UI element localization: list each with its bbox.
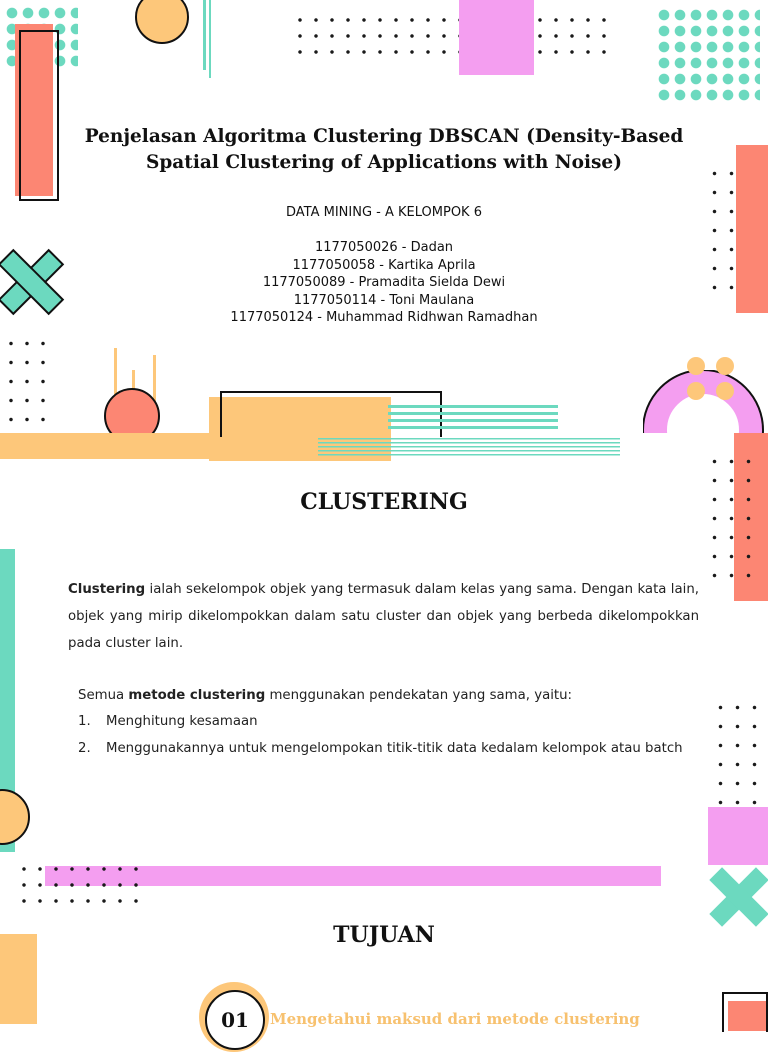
dot-grid-right-2 (706, 452, 758, 580)
intro-prefix: Semua (78, 688, 129, 703)
methods-intro (78, 684, 698, 708)
clustering-definition (68, 576, 699, 657)
member-item: 1177050114 - Toni Maulana (293, 292, 475, 308)
peach-dot-2 (716, 357, 734, 375)
member-item: 1177050124 - Muhammad Ridhwan Ramadhan (230, 310, 538, 325)
teal-line-1 (203, 0, 206, 70)
goal-number: 01 (221, 1008, 249, 1032)
peach-dot-1 (687, 357, 705, 375)
member-list (0, 239, 768, 327)
pink-rect-right (708, 807, 768, 865)
member-item: 1177050026 - Dadan (314, 240, 454, 255)
section-heading-tujuan: TUJUAN (333, 922, 435, 948)
pink-arch (643, 370, 768, 433)
pink-rect-top (459, 0, 534, 75)
outline-rect-top-left (19, 30, 59, 201)
peach-circle-left (0, 789, 30, 845)
teal-stripes-1 (388, 405, 558, 429)
teal-stripes-2 (318, 438, 620, 456)
dot-grid-left (3, 334, 47, 430)
teal-line-2 (209, 0, 211, 78)
list-item (78, 735, 699, 789)
intro-suffix: menggunakan pendekatan yang sama, yaitu: (265, 688, 573, 703)
course-subtitle: DATA MINING - A KELOMPOK 6 (286, 205, 482, 220)
definition-term: Clustering (68, 582, 146, 597)
member-item: 1177050089 - Pramadita Sielda Dewi (262, 275, 506, 290)
section-heading-clustering: CLUSTERING (300, 489, 468, 515)
dot-grid-bottom-left (16, 861, 144, 907)
intro-bold: metode clustering (128, 688, 266, 703)
outline-rect-bottom-right (722, 992, 768, 1032)
member-item: 1177050058 - Kartika Aprila (292, 257, 476, 273)
list-number: 1. (78, 714, 91, 729)
peach-dot-4 (716, 382, 734, 400)
goal-text: Mengetahui maksud dari metode clustering (270, 1010, 640, 1028)
definition-text: ialah sekelompok objek yang termasuk dalam kelas yang sama. Dengan kata lain, objek yang mirip dikelompokkan dalam satu cluster dan objek yang berbeda dikelompokkan pada cluster lain. (68, 582, 699, 651)
peach-dot-3 (687, 382, 705, 400)
dot-grid-top (292, 12, 612, 60)
page-title: Penjelasan Algoritma Clustering DBSCAN (Density-Based Spatial Clustering of Applications with Noise) (84, 126, 684, 173)
list-item (78, 708, 699, 735)
teal-dots-top-right (656, 7, 760, 103)
list-number: 2. (78, 741, 91, 756)
list-text: Menggunakannya untuk mengelompokan titik-titik data kedalam kelompok atau batch (106, 741, 683, 756)
list-text: Menghitung kesamaan (106, 714, 258, 729)
peach-circle-top (135, 0, 189, 44)
